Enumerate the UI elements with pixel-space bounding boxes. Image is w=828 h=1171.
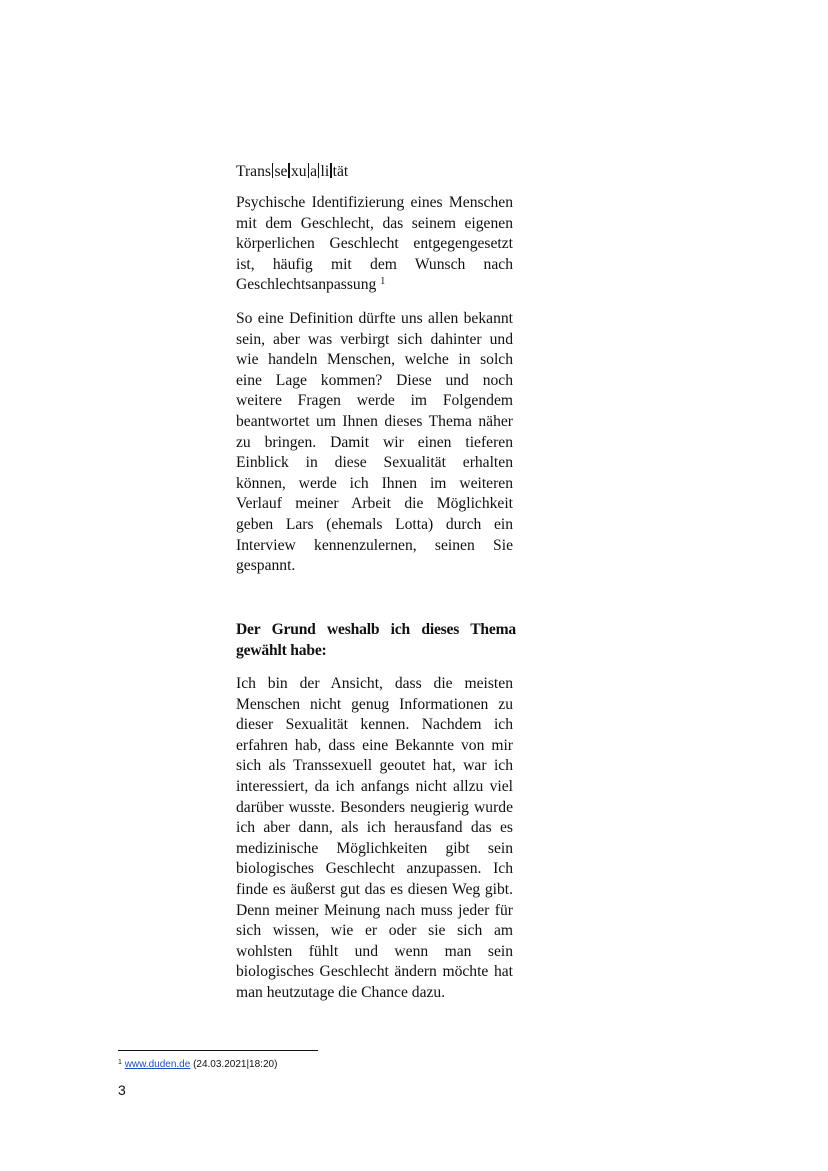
intro-paragraph: So eine Definition dürfte uns allen bekannt sein, aber was verbirgt sich dahinter und wie handeln Menschen, welche in solch eine Lage kommen? Diese und noch weitere Fragen werde im Folgendem beantwortet um Ihnen dieses Thema näher zu bringen. Damit wir einen tieferen Einblick in diese Sexualität erhalten können, werde ich Ihnen im weiteren Verlauf meiner Arbeit die Möglichkeit geben Lars (ehemals Lotta) durch ein Interview kennenzulernen, seinen Sie gespannt. — [236, 310, 513, 575]
term-syllable: Trans — [236, 163, 271, 180]
page-number: 3 — [118, 1082, 126, 1098]
syllable-separator — [288, 163, 290, 178]
dictionary-term — [236, 162, 348, 182]
footnote-link[interactable]: www.duden.de — [124, 1059, 191, 1070]
term-syllable: a — [310, 163, 317, 180]
footnote — [118, 1058, 277, 1072]
syllable-separator — [308, 163, 310, 178]
reason-paragraph: Ich bin der Ansicht, dass die meisten Menschen nicht genug Informationen zu dieser Sexualität kennen. Nachdem ich erfahren hab, dass eine Bekannte von mir sich als Transsexuell geoutet hat, war ich interessiert, da ich anfangs nicht allzu viel darüber wusste. Besonders neugierig wurde ich aber dann, als ich herausfand das es medizinische Möglichkeiten gibt sein biologisches Geschlecht anzupassen. Ich finde es äußerst gut das es diesen Weg gibt. Denn meiner Meinung nach muss jeder für sich wissen, wie er oder sie sich am wohlsten fühlt und wenn man sein biologisches Geschlecht ändern möchte hat man heutzutage die Chance dazu. — [236, 675, 513, 1001]
definition-paragraph — [236, 193, 513, 296]
footnote-separator — [118, 1050, 318, 1051]
term-syllable: tät — [332, 163, 349, 180]
syllable-separator — [330, 163, 332, 178]
definition-text: Psychische Identifizierung eines Menschen mit dem Geschlecht, das seinem eigenen körperlichen Geschlecht entgegengesetzt ist, häufig mit dem Wunsch nach Geschlechtsanpassung — [236, 194, 513, 294]
footnote-number: 1 — [118, 1059, 122, 1066]
term-syllable: se — [274, 163, 288, 180]
footnote-reference[interactable]: 1 — [380, 276, 386, 288]
term-syllable: li — [320, 163, 330, 180]
term-syllable: xu — [290, 163, 307, 180]
section-heading: Der Grund weshalb ich dieses Thema gewählt habe: — [236, 621, 516, 659]
footnote-date: (24.03.2021|18:20) — [193, 1059, 278, 1070]
